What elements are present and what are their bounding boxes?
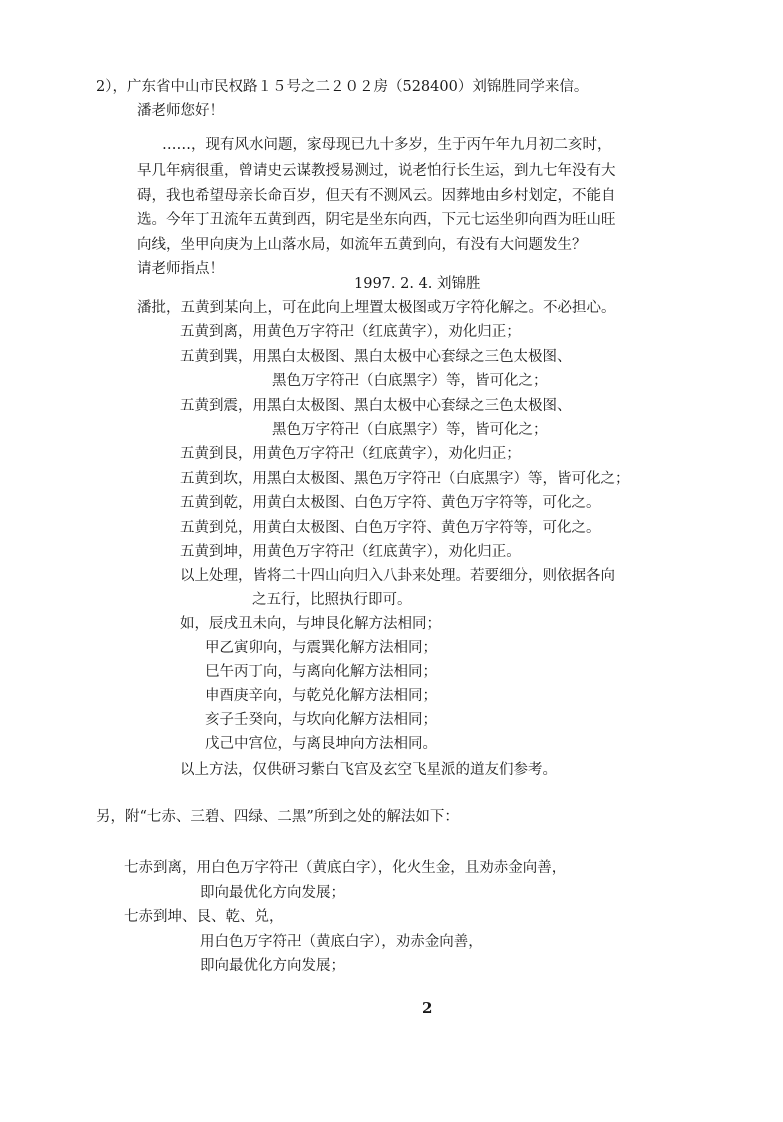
reply-example: 巳午丙丁向，与离向化解方法相同； xyxy=(205,664,437,680)
reply-item: 五黄到巽，用黑白太极图、黑白太极中心套绿之三色太极图、 xyxy=(180,349,572,365)
reply-item: 五黄到坤，用黄色万字符卍（红底黄字），劝化归正。 xyxy=(180,544,521,560)
reply-item: 五黄到坎，用黑白太极图、黑色万字符卍（白底黑字）等，皆可化之； xyxy=(180,471,630,487)
reply-item: 五黄到离，用黄色万字符卍（红底黄字），劝化归正； xyxy=(180,324,521,340)
reply-example: 申酉庚辛向，与乾兑化解方法相同； xyxy=(205,688,437,704)
appendix-line: 七赤到坤、艮、乾、兑， xyxy=(124,909,284,925)
reply-example: 戊己中宫位，与离艮坤向方法相同。 xyxy=(205,736,437,752)
letter-signature: 1997. 2. 4. 刘锦胜 xyxy=(354,276,481,292)
reply-item: 五黄到兑，用黄白太极图、白色万字符、黄色万字符等，可化之。 xyxy=(180,520,601,536)
page-number: 2 xyxy=(422,999,433,1017)
reply-item-continued: 黑色万字符卍（白底黑字）等，皆可化之； xyxy=(272,373,548,389)
reply-summary: 以上处理，皆将二十四山向归入八卦来处理。若要细分，则依据各向 xyxy=(180,568,615,584)
appendix-line-continued: 用白色万字符卍（黄底白字），劝赤金向善， xyxy=(200,934,483,950)
reply-item: 五黄到艮，用黄色万字符卍（红底黄字），劝化归正； xyxy=(180,446,521,462)
letter-body-line: ……，现有风水问题，家母现已九十多岁，生于丙午年九月初二亥时， xyxy=(162,137,612,153)
reply-example: 亥子壬癸向，与坎向化解方法相同； xyxy=(205,712,437,728)
letter-salutation: 潘老师您好！ xyxy=(137,103,224,119)
reply-example: 甲乙寅卯向，与震巽化解方法相同； xyxy=(205,640,437,656)
reply-intro: 潘批，五黄到某向上，可在此向上埋置太极图或万字符化解之。不必担心。 xyxy=(137,300,616,316)
letter-body-line: 早几年病很重，曾请史云谋教授易测过，说老怕行长生运，到九七年没有大 xyxy=(137,163,616,179)
reply-summary-continued: 之五行，比照执行即可。 xyxy=(252,592,412,608)
letter-body-line: 选。今年丁丑流年五黄到西，阴宅是坐东向西，下元七运坐卯向酉为旺山旺 xyxy=(137,212,616,228)
letter-closing: 请老师指点！ xyxy=(137,261,224,277)
letter-body-line: 碍，我也希望母亲长命百岁，但天有不测风云。因葬地由乡村划定，不能自 xyxy=(137,188,616,204)
letter-header: 2），广东省中山市民权路１５号之二２０２房（528400）刘锦胜同学来信。 xyxy=(96,79,589,95)
reply-item-continued: 黑色万字符卍（白底黑字）等，皆可化之； xyxy=(272,422,548,438)
reply-item: 五黄到震，用黑白太极图、黑白太极中心套绿之三色太极图、 xyxy=(180,398,572,414)
appendix-line-continued: 即向最优化方向发展； xyxy=(200,958,345,974)
appendix-line: 七赤到离，用白色万字符卍（黄底白字），化火生金，且劝赤金向善， xyxy=(124,860,567,876)
reply-note: 以上方法，仅供研习紫白飞宫及玄空飞星派的道友们参考。 xyxy=(180,762,557,778)
letter-body-line: 向线，坐甲向庚为上山落水局，如流年五黄到向，有没有大问题发生？ xyxy=(137,237,587,253)
reply-example: 如，辰戌丑未向，与坤艮化解方法相同； xyxy=(180,616,441,632)
reply-item: 五黄到乾，用黄白太极图、白色万字符、黄色万字符等，可化之。 xyxy=(180,495,601,511)
appendix-line-continued: 即向最优化方向发展； xyxy=(200,885,345,901)
appendix-intro: 另，附“七赤、三碧、四绿、二黑”所到之处的解法如下： xyxy=(96,809,459,825)
